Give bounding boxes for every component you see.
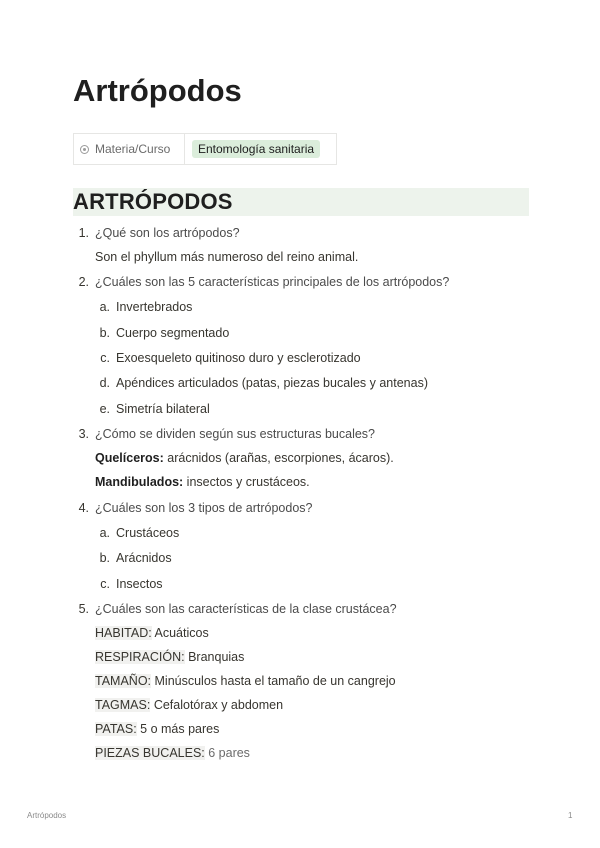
trait-label: PIEZAS BUCALES: (95, 746, 205, 760)
trait-value: Cefalotórax y abdomen (150, 698, 284, 712)
sub-letter: b. (99, 551, 110, 565)
trait-value: 5 o más pares (136, 722, 220, 736)
item-number: 2. (78, 275, 89, 289)
trait-value: Acuáticos (151, 626, 209, 640)
trait-line (95, 745, 250, 761)
section-heading: ARTRÓPODOS (73, 188, 529, 216)
trait-value: Minúsculos hasta el tamaño de un cangrejo (151, 674, 396, 688)
sub-letter: a. (99, 300, 110, 314)
trait-label: TAMAÑO: (95, 674, 152, 688)
property-type-icon (80, 145, 89, 154)
property-key-label: Materia/Curso (95, 142, 171, 156)
sub-letter: d. (99, 376, 110, 390)
trait-value: 6 pares (204, 746, 250, 760)
sub-item: Crustáceos (116, 526, 180, 540)
property-value[interactable] (185, 134, 320, 164)
trait-line (95, 673, 396, 689)
sub-item: Simetría bilateral (116, 402, 210, 416)
footer-title: Artrópodos (27, 811, 67, 820)
definition-text: arácnidos (arañas, escorpiones, ácaros). (163, 451, 394, 465)
trait-label: TAGMAS: (95, 698, 151, 712)
property-key (74, 134, 185, 164)
sub-letter: b. (99, 326, 110, 340)
definition-line (95, 450, 394, 466)
answer: Son el phyllum más numeroso del reino animal. (95, 250, 359, 264)
question: ¿Cómo se dividen según sus estructuras bucales? (95, 427, 376, 441)
definition-text: insectos y crustáceos. (183, 475, 310, 489)
sub-item: Cuerpo segmentado (116, 326, 230, 340)
trait-label: RESPIRACIÓN: (95, 650, 185, 664)
sub-item: Apéndices articulados (patas, piezas bucales y antenas) (116, 376, 428, 390)
item-number: 3. (78, 427, 89, 441)
trait-line (95, 721, 219, 737)
sub-letter: c. (100, 577, 110, 591)
trait-line (95, 697, 283, 713)
trait-label: PATAS: (95, 722, 137, 736)
trait-line (95, 625, 209, 641)
question: ¿Cuáles son los 3 tipos de artrópodos? (95, 501, 313, 515)
question: ¿Cuáles son las 5 características principales de los artrópodos? (95, 275, 450, 289)
trait-label: HABITAD: (95, 626, 152, 640)
sub-item: Insectos (116, 577, 163, 591)
trait-value: Branquias (184, 650, 245, 664)
item-number: 4. (78, 501, 89, 515)
item-number: 5. (78, 602, 89, 616)
question: ¿Qué son los artrópodos? (95, 226, 240, 240)
sub-item: Invertebrados (116, 300, 193, 314)
definition-term: Mandibulados: (95, 475, 184, 489)
sub-item: Exoesqueleto quitinoso duro y esclerotizado (116, 351, 361, 365)
sub-letter: e. (99, 402, 110, 416)
definition-term: Quelíceros: (95, 451, 164, 465)
page-title: Artrópodos (73, 73, 242, 108)
sub-item: Arácnidos (116, 551, 172, 565)
subject-tag[interactable]: Entomología sanitaria (192, 140, 320, 158)
sub-letter: c. (100, 351, 110, 365)
definition-line (95, 474, 310, 490)
page-number: 1 (568, 811, 573, 820)
sub-letter: a. (99, 526, 110, 540)
trait-line (95, 649, 244, 665)
question: ¿Cuáles son las características de la clase crustácea? (95, 602, 397, 616)
item-number: 1. (78, 226, 89, 240)
properties-table (73, 133, 337, 165)
